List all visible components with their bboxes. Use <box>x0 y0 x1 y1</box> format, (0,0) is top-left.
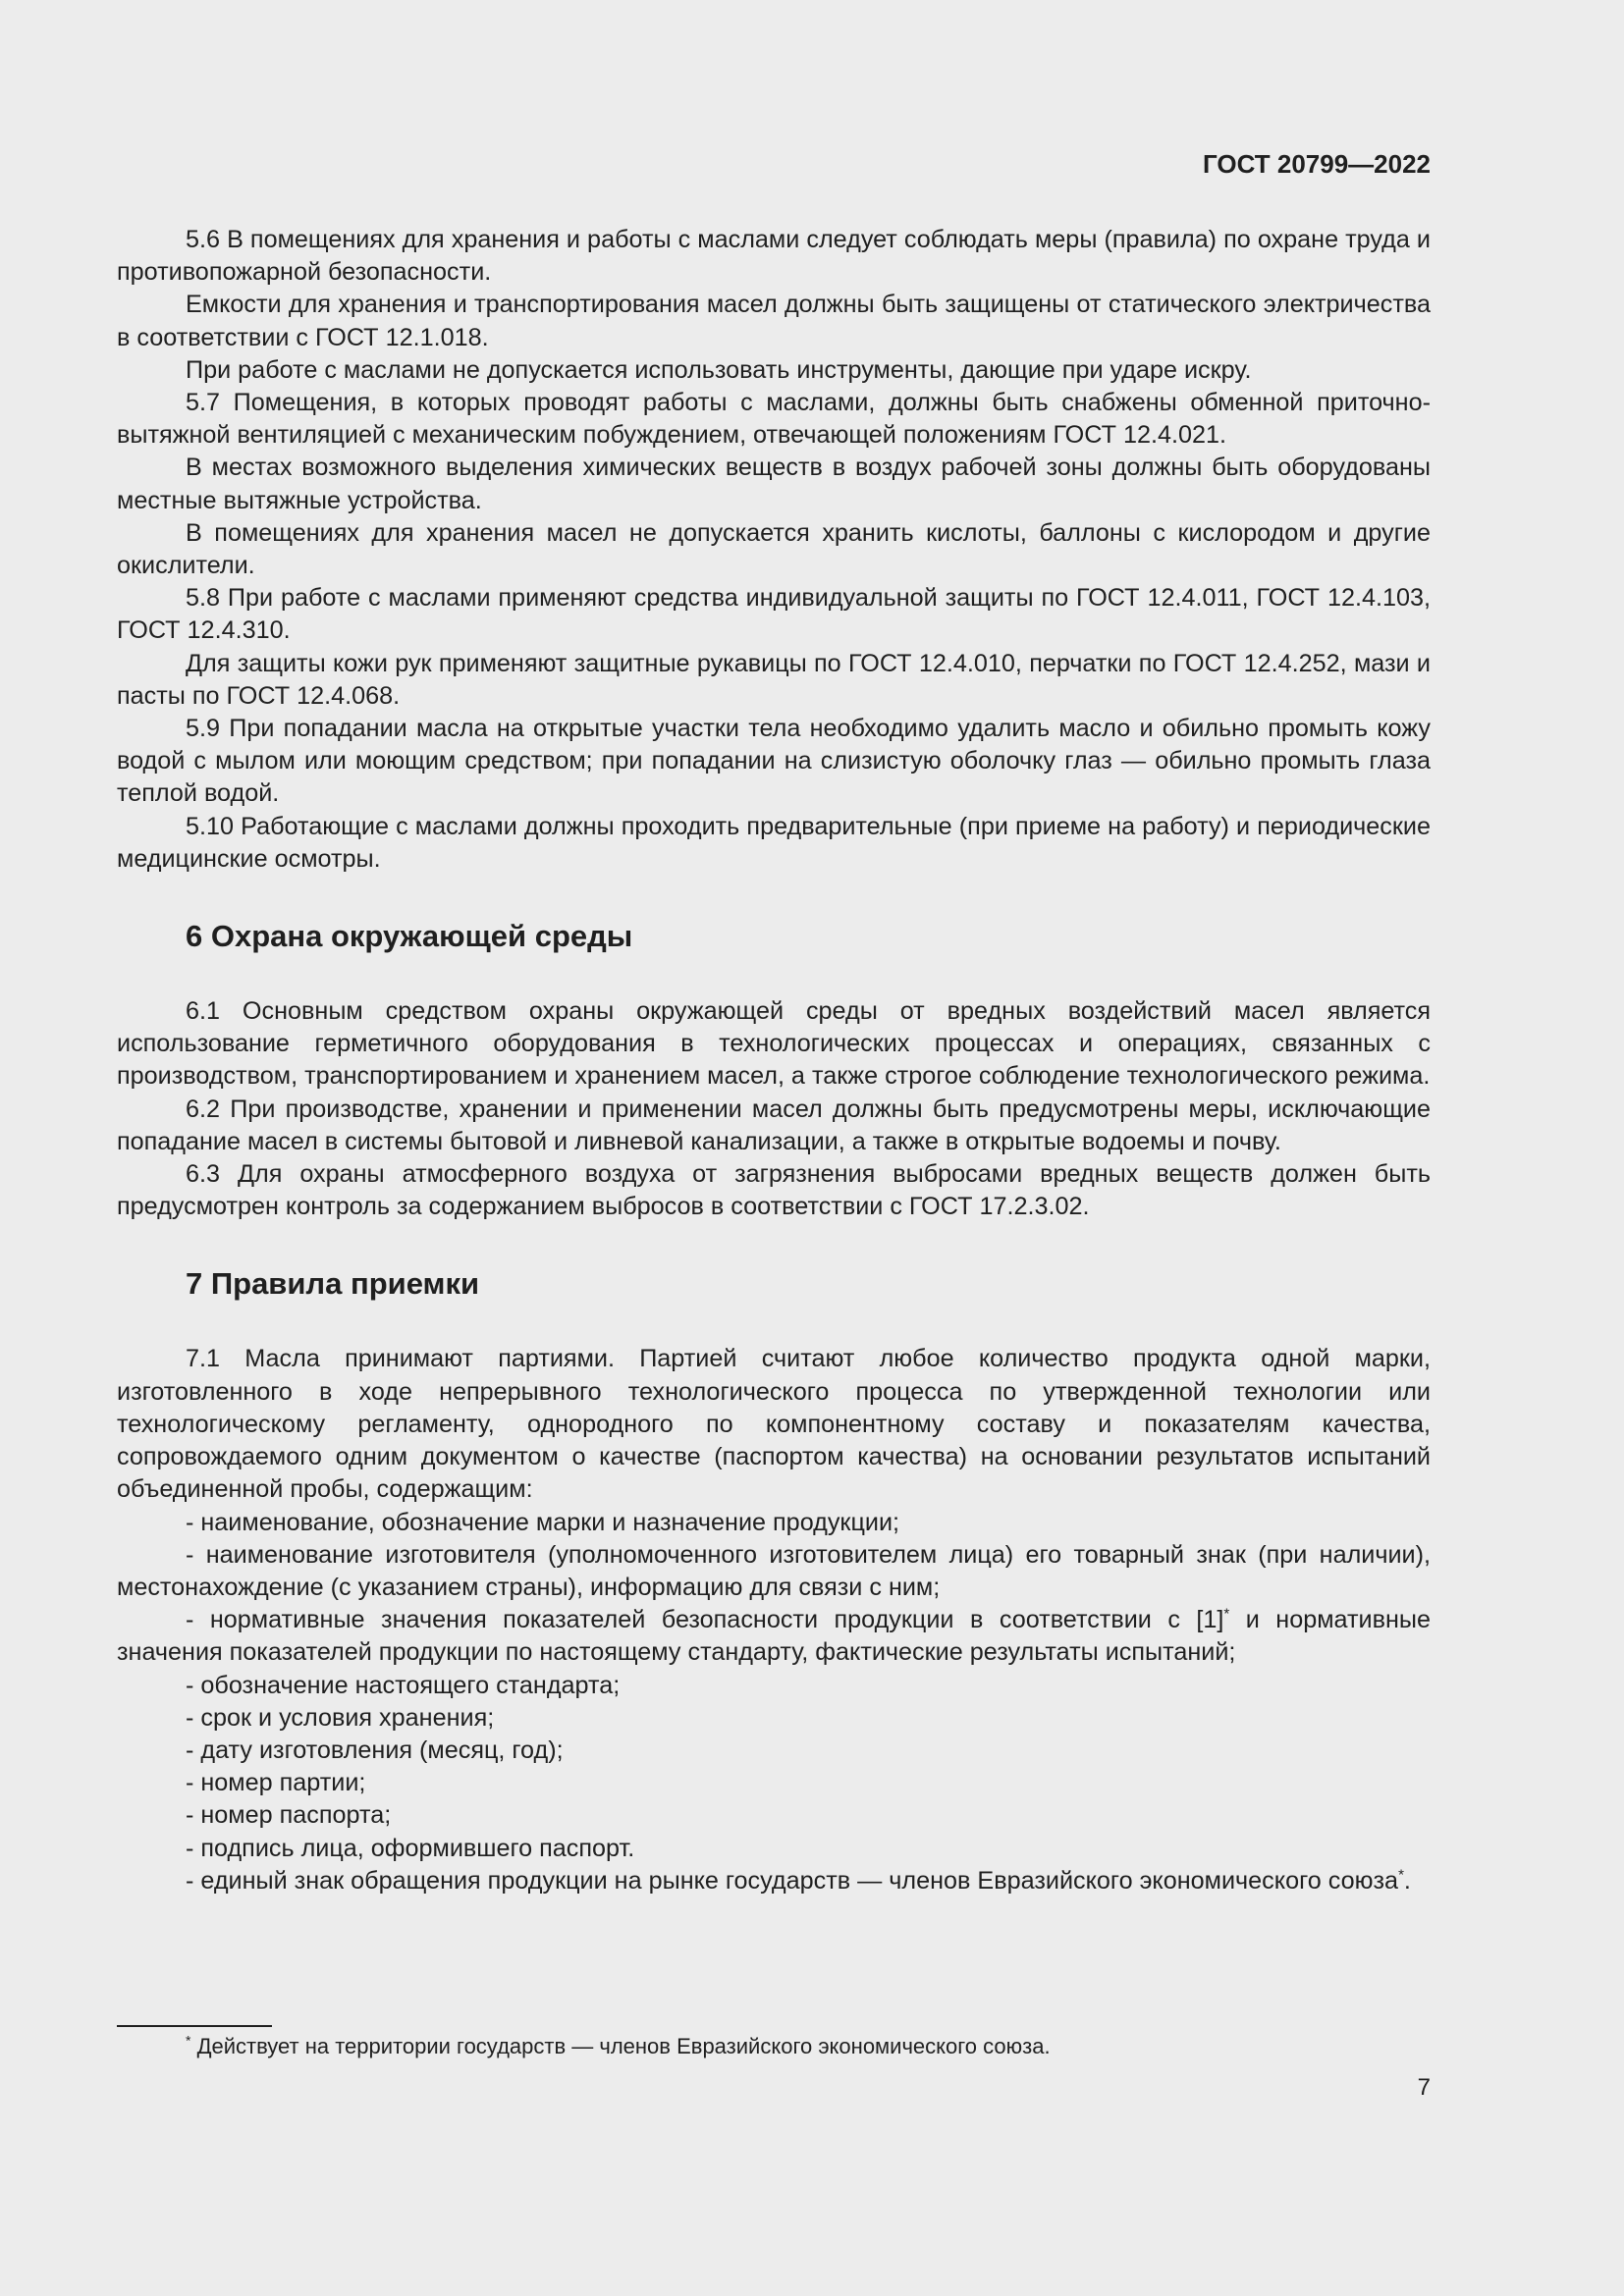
list-item: - дату изготовления (месяц, год); <box>186 1735 564 1764</box>
list-item: - номер партии; <box>186 1769 366 1797</box>
paragraph-7-1: 7.1 Масла принимают партиями. Партией считают любое количество продукта одной марки, изготовленного в ходе непрерывного технологического процесса по утвержденной технологии или технологическому регламенту, однородного по компонентному составу и показателям качества, сопровождаемого одним документом о качестве (паспортом качества) на основании результатов испытаний объединенной пробы, содержащим: <box>117 1345 1431 1504</box>
list-item: - номер паспорта; <box>186 1801 392 1830</box>
paragraph-6-2: 6.2 При производстве, хранении и применении масел должны быть предусмотрены меры, исключающие попадание масел в системы бытовой и ливневой канализации, а также в открытые водоемы и почву. <box>117 1095 1431 1155</box>
list-item-text: и нормативные значения показателей продукции по настоящему стандарту, фактические результаты испытаний; <box>117 1606 1431 1667</box>
list-item-text: . <box>1403 1866 1411 1895</box>
page-content <box>117 224 1431 1897</box>
list-item <box>117 1865 1431 1897</box>
footnote-divider <box>117 2025 272 2027</box>
paragraph-5-7: 5.7 Помещения, в которых проводят работы с маслами, должны быть снабжены обменной приточно-вытяжной вентиляцией с механическим побуждением, отвечающей положениям ГОСТ 12.4.021. <box>117 389 1431 450</box>
footnote <box>186 2032 1431 2061</box>
paragraph-5-8: 5.8 При работе с маслами применяют средства индивидуальной защиты по ГОСТ 12.4.011, ГОСТ 12.4.103, ГОСТ 12.4.310. <box>117 584 1431 645</box>
document-page <box>117 0 1431 2296</box>
paragraph-6-3: 6.3 Для охраны атмосферного воздуха от загрязнения выбросами вредных веществ должен быть предусмотрен контроль за содержанием выбросов в соответствии с ГОСТ 17.2.3.02. <box>117 1160 1431 1221</box>
list-item-text: - единый знак обращения продукции на рынке государств — членов Евразийского экономического союза <box>186 1866 1399 1895</box>
paragraph-5-6: 5.6 В помещениях для хранения и работы с маслами следует соблюдать меры (правила) по охране труда и противопожарной безопасности. <box>117 226 1431 287</box>
list-item: - подпись лица, оформившего паспорт. <box>186 1834 635 1862</box>
standard-designation: ГОСТ 20799—2022 <box>1203 149 1431 179</box>
paragraph-containers: Емкости для хранения и транспортирования масел должны быть защищены от статического электричества в соответствии с ГОСТ 12.1.018. <box>117 291 1431 351</box>
footnote-reference: * <box>1398 1866 1404 1884</box>
list-item: - обозначение настоящего стандарта; <box>186 1671 621 1699</box>
paragraph-5-9: 5.9 При попадании масла на открытые участки тела необходимо удалить масло и обильно промыть кожу водой с мылом или моющим средством; при попадании на слизистую оболочку глаз — обильно промыть глаза теплой водой. <box>117 715 1431 808</box>
footnote-text: Действует на территории государств — членов Евразийского экономического союза. <box>190 2034 1051 2058</box>
section-7-heading: 7 Правила приемки <box>186 1266 480 1302</box>
footnote-reference: * <box>1223 1605 1230 1623</box>
paragraph-storage: В помещениях для хранения масел не допускается хранить кислоты, баллоны с кислородом и другие окислители. <box>117 518 1431 580</box>
list-item: - наименование, обозначение марки и назначение продукции; <box>186 1508 900 1536</box>
paragraph-5-10: 5.10 Работающие с маслами должны проходить предварительные (при приеме на работу) и периодические медицинские осмотры. <box>117 812 1431 873</box>
paragraph-exhaust: В местах возможного выделения химических веществ в воздух рабочей зоны должны быть оборудованы местные вытяжные устройства. <box>117 454 1431 514</box>
paragraph-tools: При работе с маслами не допускается использовать инструменты, дающие при ударе искру. <box>186 355 1252 384</box>
list-item: - срок и условия хранения; <box>186 1703 495 1732</box>
footnote-mark: * <box>186 2032 191 2049</box>
section-6-heading: 6 Охрана окружающей среды <box>186 919 633 954</box>
paragraph-6-1: 6.1 Основным средством охраны окружающей среды от вредных воздействий масел является использование герметичного оборудования в технологических процессах и операциях, связанных с производством, транспортированием и хранением масел, а также строгое соблюдение технологического режима. <box>117 997 1431 1091</box>
page-number: 7 <box>1417 2074 1431 2101</box>
list-item <box>117 1604 1431 1669</box>
list-item-text: - нормативные значения показателей безопасности продукции в соответствии с [1] <box>186 1606 1224 1634</box>
list-item: - наименование изготовителя (уполномоченного изготовителем лица) его товарный знак (при наличии), местонахождение (с указанием страны), информацию для связи с ним; <box>117 1540 1431 1601</box>
paragraph-skin-protection: Для защиты кожи рук применяют защитные рукавицы по ГОСТ 12.4.010, перчатки по ГОСТ 12.4.252, мази и пасты по ГОСТ 12.4.068. <box>117 649 1431 710</box>
